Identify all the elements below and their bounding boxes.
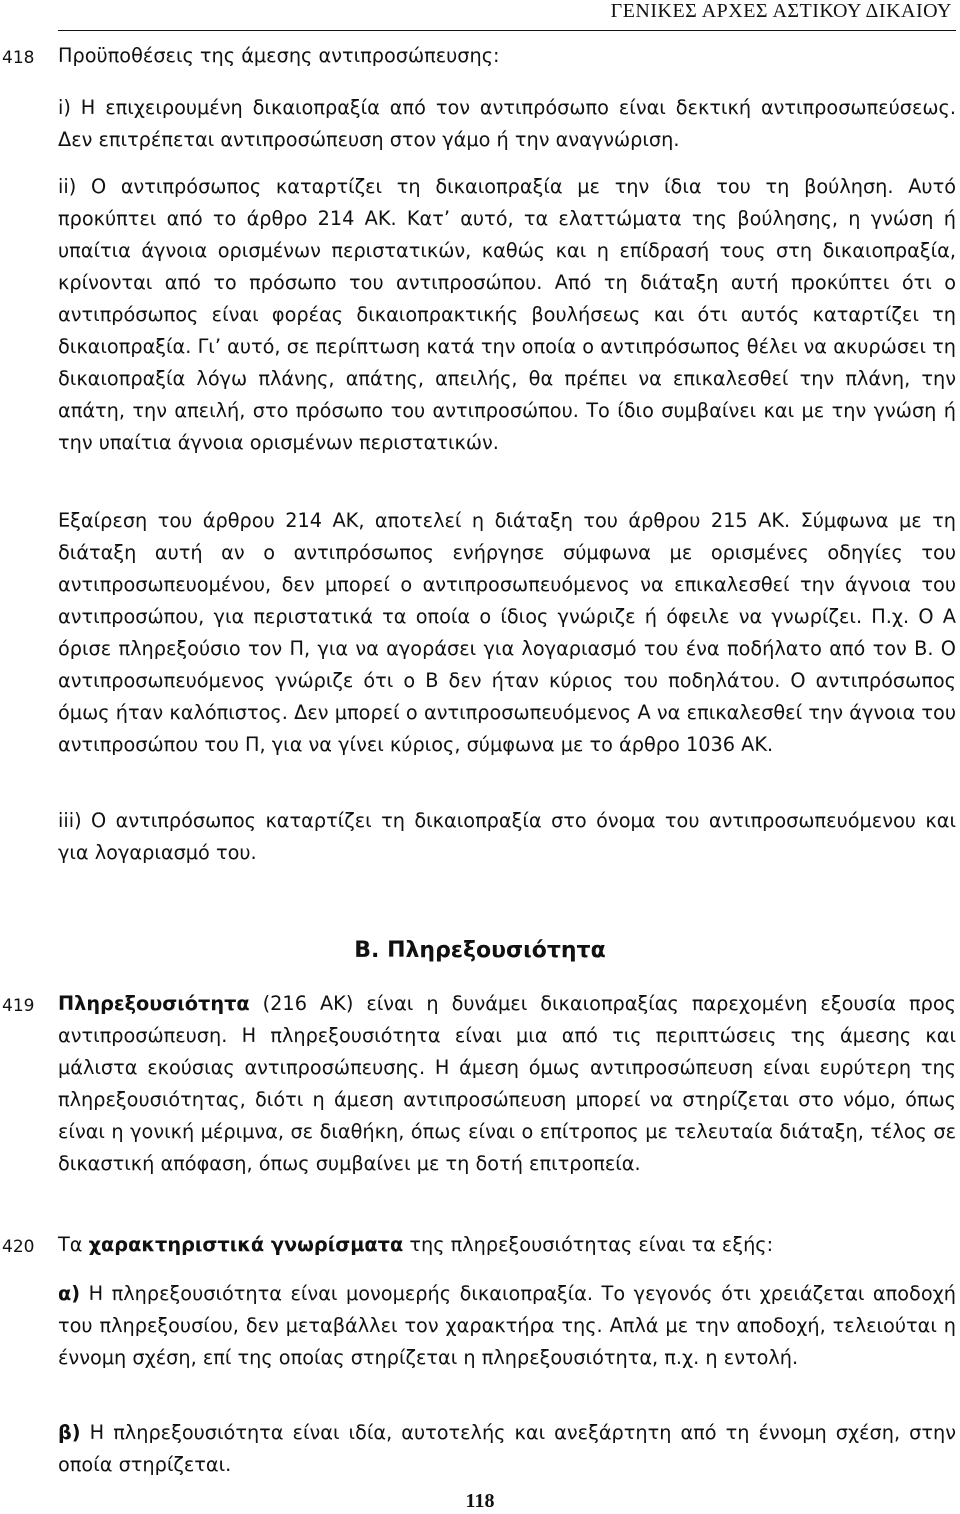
paragraph-420 — [58, 1229, 956, 1261]
margin-number-420: 420 — [2, 1237, 35, 1257]
margin-number-418: 418 — [2, 48, 35, 68]
term-characteristics: χαρακτηριστικά γνωρίσματα — [88, 1233, 404, 1256]
paragraph-exception: Εξαίρεση του άρθρου 214 ΑΚ, αποτελεί η διάταξη του άρθρου 215 ΑΚ. Σύμφωνα με τη διάταξη αυτή αν ο αντιπρόσωπος ενήργησε σύμφωνα με ορισμένες οδηγίες του αντιπροσωπευομένου, δεν μπορεί ο αντιπροσωπευόμενος να επικαλεσθεί την άγνοια του αντιπροσώπου, για περιστατικά τα οποία ο ίδιος γνώριζε ή όφειλε να γνωρίζει. Π.χ. Ο Α όρισε πληρεξούσιο τον Π, για να αγοράσει για λογαριασμό του ένα ποδήλατο από τον Β. Ο αντιπροσωπευόμενος γνώριζε ότι ο Β δεν ήταν κύριος του ποδηλάτου. Ο αντιπρόσωπος όμως ήταν καλόπιστος. Δεν μπορεί ο αντιπροσωπευόμενος Α να επικαλεσθεί την άγνοια του αντιπροσώπου του Π, για να γίνει κύριος, σύμφωνα με το άρθρο 1036 ΑΚ. — [58, 509, 956, 756]
item-b-label: β) — [58, 1421, 81, 1444]
margin-number-419: 419 — [2, 996, 35, 1016]
page-number: 118 — [465, 1490, 495, 1512]
item-b — [58, 1417, 956, 1481]
paragraph-420-pre: Τα — [58, 1233, 89, 1256]
item-b-text: Η πληρεξουσιότητα είναι ιδία, αυτοτελής και ανεξάρτητη από τη έννομη σχέση, στην οποία στηρίζεται. — [58, 1421, 956, 1476]
conditions-heading: Προϋποθέσεις της άμεσης αντιπροσώπευσης: — [58, 44, 500, 67]
item-a-label: α) — [58, 1282, 81, 1305]
running-header — [58, 0, 956, 31]
term-plirexousiotita: Πληρεξουσιότητα — [58, 992, 250, 1015]
section-heading: Β. Πληρεξουσιότητα — [354, 938, 606, 963]
paragraph-419 — [58, 988, 956, 1180]
paragraph-i: i) Η επιχειρουμένη δικαιοπραξία από τον αντιπρόσωπο είναι δεκτική αντιπροσωπεύσεως. Δεν επιτρέπεται αντιπροσώπευση στον γάμο ή την αναγνώριση. — [58, 96, 956, 151]
item-a — [58, 1278, 956, 1374]
paragraph-419-text: (216 ΑΚ) είναι η δυνάμει δικαιοπραξίας παρεχομένη εξουσία προς αντιπροσώπευση. Η πληρεξουσιότητα είναι μια από τις περιπτώσεις της άμεσης και μάλιστα εκούσιας αντιπροσώπευσης. Η άμεση όμως αντιπροσώπευση είναι ευρύτερη της πληρεξουσιότητας, διότι η άμεση αντιπροσώπευση μπορεί να στηρίζεται στο νόμο, όπως είναι η γονική μέριμνα, σε διαθήκη, όπως είναι ο επίτροπος με τελευταία διάταξη, τέλος σε δικαστική απόφαση, όπως συμβαίνει με τη δοτή επιτροπεία. — [58, 992, 956, 1175]
paragraph-ii: ii) Ο αντιπρόσωπος καταρτίζει τη δικαιοπραξία με την ίδια του τη βούληση. Αυτό προκύπτει από το άρθρο 214 ΑΚ. Κατ’ αυτό, τα ελαττώματα της βούλησης, η γνώση ή υπαίτια άγνοια ορισμένων περιστατικών, καθώς και η επίδρασή τους στη δικαιοπραξία, κρίνονται από το πρόσωπο του αντιπροσώπου. Από τη διάταξη αυτή προκύπτει ότι ο αντιπρόσωπος είναι φορέας δικαιοπρακτικής βουλήσεως και ότι αυτός καταρτίζει τη δικαιοπραξία. Γι’ αυτό, σε περίπτωση κατά την οποία ο αντιπρόσωπος θέλει να ακυρώσει τη δικαιοπραξία λόγω πλάνης, απάτης, απειλής, θα πρέπει να επικαλεσθεί την πλάνη, την απάτη, την απειλή, στο πρόσωπο του αντιπροσώπου. Το ίδιο συμβαίνει και με την γνώση ή την υπαίτια άγνοια ορισμένων περιστατικών. — [58, 175, 956, 454]
paragraph-iii: iii) Ο αντιπρόσωπος καταρτίζει τη δικαιοπραξία στο όνομα του αντιπροσωπευόμενου και για λογαριασμό του. — [58, 809, 956, 864]
paragraph-420-text: της πληρεξουσιότητας είναι τα εξής: — [403, 1233, 774, 1256]
item-a-text: Η πληρεξουσιότητα είναι μονομερής δικαιοπραξία. Το γεγονός ότι χρειάζεται αποδοχή του πληρεξουσίου, δεν μεταβάλλει τον χαρακτήρα της. Απλά με την αποδοχή, τελειούται η έννομη σχέση, επί της οποίας στηρίζεται η πληρεξουσιότητα, π.χ. η εντολή. — [58, 1282, 956, 1369]
header-title: ΓΕΝΙΚΕΣ ΑΡΧΕΣ ΑΣΤΙΚΟΥ ΔΙΚΑΙΟΥ — [610, 0, 952, 22]
